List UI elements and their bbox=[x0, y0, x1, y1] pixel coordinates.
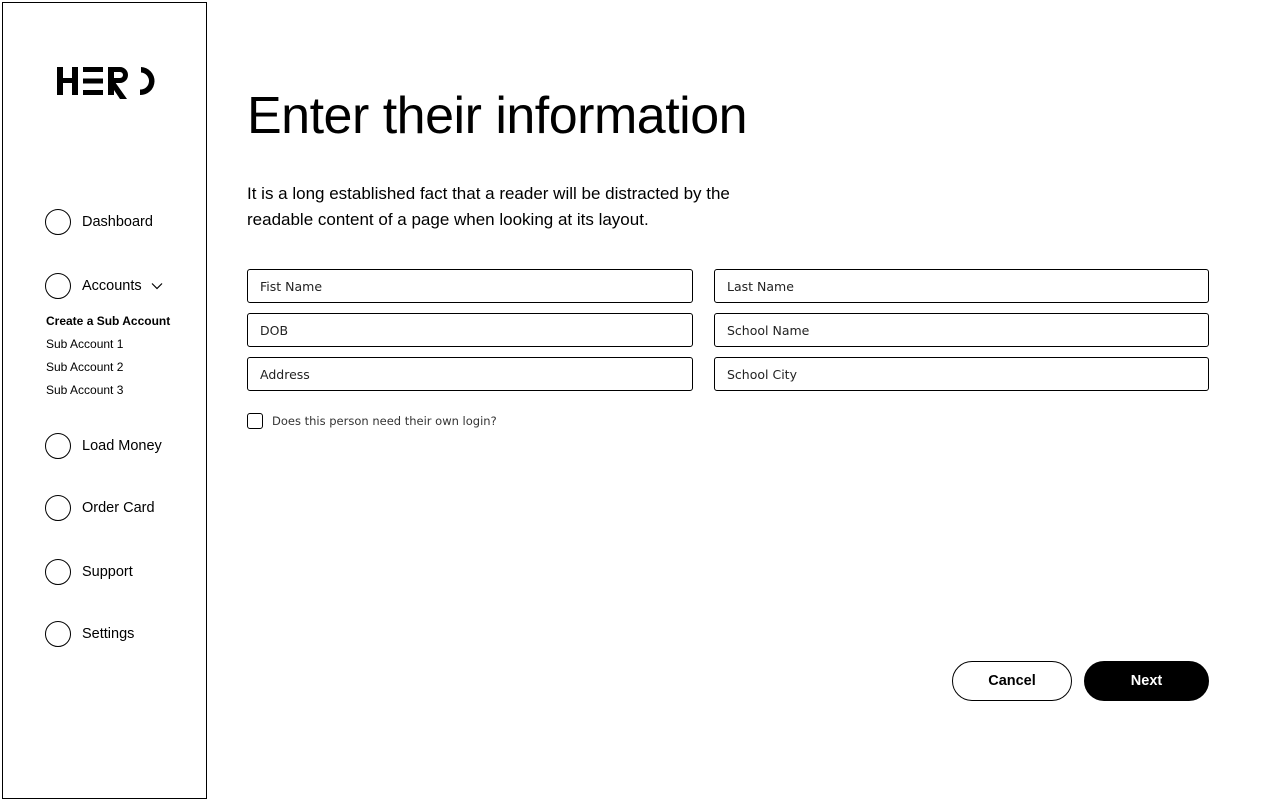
last-name-field[interactable] bbox=[714, 269, 1209, 303]
circle-icon bbox=[45, 559, 71, 585]
submenu-item-create-sub-account[interactable]: Create a Sub Account bbox=[46, 314, 171, 328]
next-button[interactable]: Next bbox=[1084, 661, 1209, 701]
sidebar-item-settings[interactable] bbox=[45, 620, 134, 648]
own-login-checkbox[interactable] bbox=[247, 413, 263, 429]
sidebar-item-label: Load Money bbox=[82, 438, 162, 454]
circle-icon bbox=[45, 273, 71, 299]
sidebar-item-order-card[interactable] bbox=[45, 494, 155, 522]
school-city-field[interactable] bbox=[714, 357, 1209, 391]
circle-icon bbox=[45, 495, 71, 521]
sidebar-item-load-money[interactable] bbox=[45, 432, 162, 460]
sidebar-item-accounts[interactable] bbox=[45, 272, 163, 300]
hero-logo[interactable] bbox=[55, 63, 159, 103]
sidebar-item-label: Dashboard bbox=[82, 214, 153, 230]
submenu-item-sub-account-3[interactable]: Sub Account 3 bbox=[46, 383, 124, 397]
chevron-down-icon[interactable] bbox=[151, 282, 163, 290]
circle-icon bbox=[45, 433, 71, 459]
own-login-option bbox=[247, 413, 497, 429]
circle-icon bbox=[45, 621, 71, 647]
circle-icon bbox=[45, 209, 71, 235]
sidebar-item-label: Order Card bbox=[82, 500, 155, 516]
sidebar bbox=[2, 2, 207, 799]
sidebar-item-label: Support bbox=[82, 564, 133, 580]
page-title: Enter their information bbox=[247, 87, 748, 145]
own-login-checkbox-label[interactable]: Does this person need their own login? bbox=[272, 414, 497, 428]
dob-field[interactable] bbox=[247, 313, 693, 347]
page-description: It is a long established fact that a reader will be distracted by the readable content of a page when looking at its layout. bbox=[247, 184, 730, 229]
submenu-item-sub-account-2[interactable]: Sub Account 2 bbox=[46, 360, 124, 374]
first-name-field[interactable] bbox=[247, 269, 693, 303]
address-field[interactable] bbox=[247, 357, 693, 391]
sidebar-item-label: Settings bbox=[82, 626, 135, 642]
sidebar-item-label: Accounts bbox=[82, 278, 142, 294]
sidebar-item-support[interactable] bbox=[45, 558, 133, 586]
sidebar-item-dashboard[interactable] bbox=[45, 208, 153, 236]
school-name-field[interactable] bbox=[714, 313, 1209, 347]
submenu-item-sub-account-1[interactable]: Sub Account 1 bbox=[46, 337, 124, 351]
cancel-button[interactable]: Cancel bbox=[952, 661, 1072, 701]
